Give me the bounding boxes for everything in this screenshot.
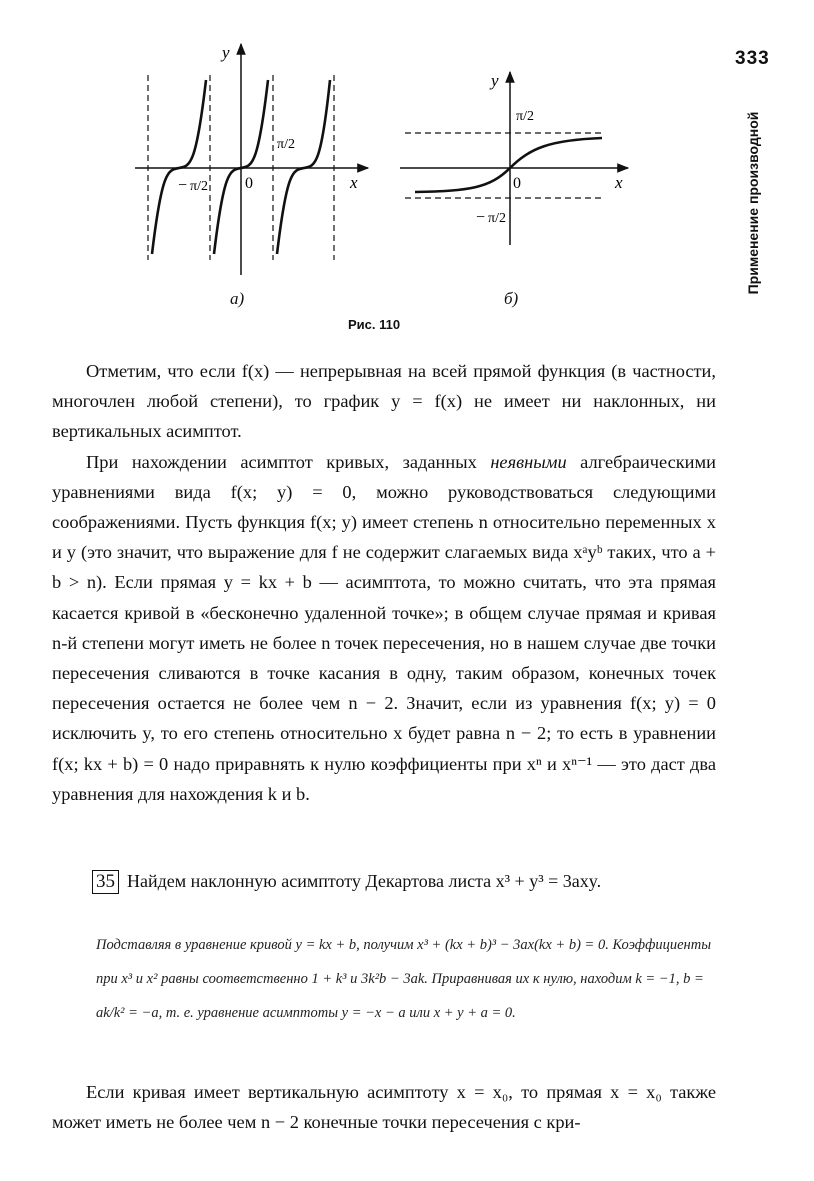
panel-b-curve	[415, 138, 602, 192]
example-solution: Подставляя в уравнение кривой y = kx + b, получим x³ + (kx + b)³ − 3ax(kx + b) = 0. Коэффициенты при x³ и x² равны соответственно 1 + k³ и 3k²b − 3ak. Приравнивая их к нулю, находим k = −1, b = ak/k² = −a, т. е. уравнение асимптоты y = −x − a или x + y + a = 0.	[96, 937, 712, 1021]
panel-b-origin: 0	[513, 175, 521, 192]
panel-a-x-label: x	[350, 173, 358, 192]
panel-a-branch	[152, 80, 206, 254]
example-35	[92, 870, 712, 894]
body-text	[52, 356, 716, 809]
running-head-text: Применение производной	[745, 111, 761, 295]
panel-a	[135, 44, 368, 275]
emphasis-implicit: неявными	[490, 451, 567, 472]
panel-a-y-label: y	[222, 43, 230, 62]
figure-110	[110, 30, 670, 340]
panel-b-x-label: x	[615, 173, 623, 192]
panel-a-pi-half: π/2	[277, 137, 295, 152]
page-number: 333	[735, 48, 770, 69]
panel-a-branch	[277, 80, 330, 254]
panel-a-origin: 0	[245, 175, 253, 192]
paragraph-2: При нахождении асимптот кривых, заданных неявными алгебраическими уравнениями вида f(x; y) = 0, можно руководствоваться следующими соображениями. Пусть функция f(x; y) имеет степень n относительно переменных x и y (это значит, что выражение для f не содержит слагаемых вида xᵃyᵇ таких, что a + b > n). Если прямая y = kx + b — асимптота, то можно считать, что эта прямая касается кривой в «бесконечно удаленной точке»; в общем случае прямая и кривая n-й степени могут иметь не более n точек пересечения, но в нашем случае две точки пересечения сливаются в точке касания в одну, таким образом, конечных точек пересечения остается не более чем n − 2. Значит, если из уравнения f(x; y) = 0 исключить y, то его степень относительно x будет равна n − 2; то есть в уравнении f(x; kx + b) = 0 надо приравнять к нулю коэффициенты при xⁿ и xⁿ⁻¹ — это даст два уравнения для нахождения k и b.	[52, 451, 716, 804]
panel-b-neg-pi-half: π/2	[488, 211, 506, 226]
paragraph-1: Отметим, что если f(x) — непрерывная на всей прямой функция (в частности, многочлен любой степени), то график y = f(x) не имеет ни наклонных, ни вертикальных асимптот.	[52, 361, 716, 442]
running-head	[742, 96, 764, 310]
panel-a-neg-pi-half: π/2	[190, 179, 208, 194]
paragraph-3: Если кривая имеет вертикальную асимптоту x = x₀, то прямая x = x₀ также может иметь не более чем n − 2 конечные точки пересечения с кри-	[52, 1082, 716, 1133]
panel-b-minus: −	[476, 209, 486, 226]
panel-a-caption: а)	[230, 289, 245, 308]
footer-text	[52, 1077, 716, 1137]
panel-b-y-label: y	[491, 71, 499, 90]
example-statement: Найдем наклонную асимптоту Декартова листа x³ + y³ = 3axy.	[127, 871, 602, 891]
panel-a-minus: −	[178, 177, 188, 194]
panel-b-pi-half: π/2	[516, 109, 534, 124]
figure-graphics	[110, 30, 670, 340]
panel-b	[400, 72, 628, 245]
figure-caption: Рис. 110	[348, 317, 401, 332]
panel-b-caption: б)	[504, 289, 519, 308]
example-number: 35	[92, 870, 119, 894]
